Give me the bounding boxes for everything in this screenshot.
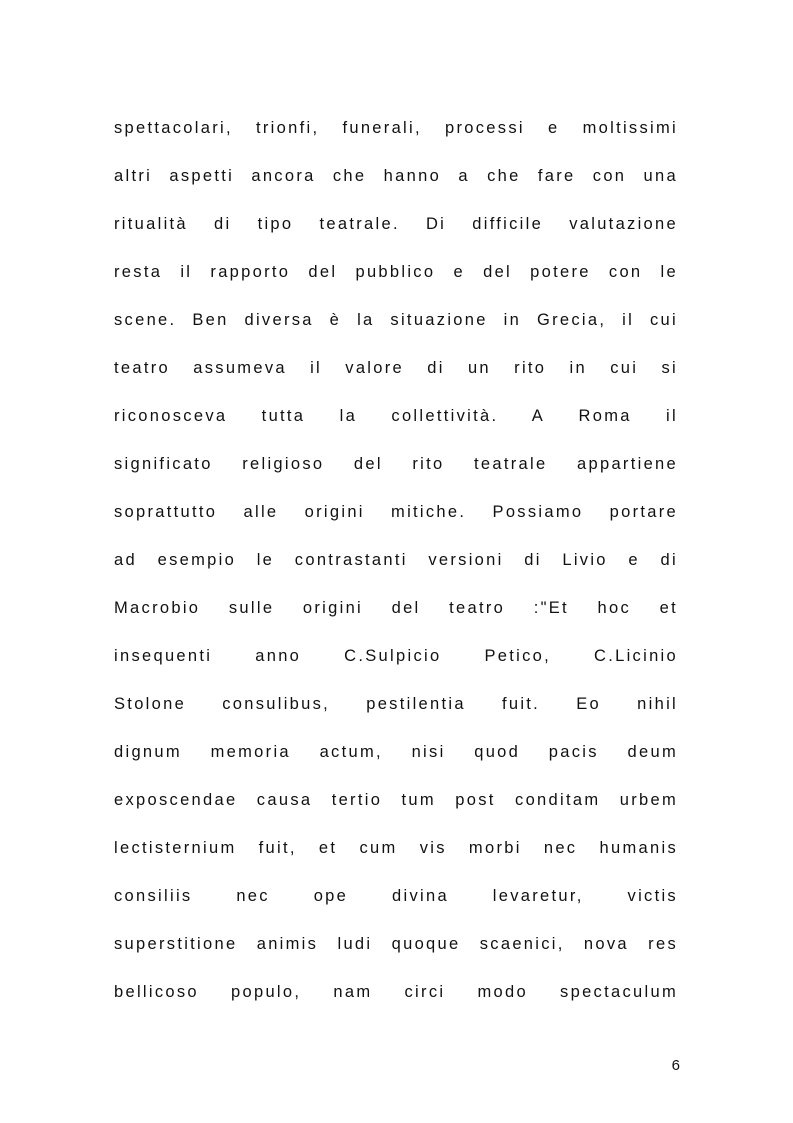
text-line: consiliis nec ope divina levaretur, victis — [114, 887, 678, 905]
text-line: soprattutto alle origini mitiche. Possiamo portare — [114, 503, 678, 521]
text-line: superstitione animis ludi quoque scaenici, nova res — [114, 935, 678, 953]
text-line: altri aspetti ancora che hanno a che fare con una — [114, 167, 678, 185]
text-line: Stolone consulibus, pestilentia fuit. Eo nihil — [114, 695, 678, 713]
text-line: lectisternium fuit, et cum vis morbi nec humanis — [114, 839, 678, 857]
text-line: ritualità di tipo teatrale. Di difficile valutazione — [114, 215, 678, 233]
text-line: spettacolari, trionfi, funerali, processi e moltissimi — [114, 119, 678, 137]
text-line: bellicoso populo, nam circi modo spectaculum — [114, 983, 678, 1001]
text-line: exposcendae causa tertio tum post conditam urbem — [114, 791, 678, 809]
text-line: ad esempio le contrastanti versioni di Livio e di — [114, 551, 678, 569]
text-line: resta il rapporto del pubblico e del potere con le — [114, 263, 678, 281]
text-line: insequenti anno C.Sulpicio Petico, C.Licinio — [114, 647, 678, 665]
text-line: scene. Ben diversa è la situazione in Grecia, il cui — [114, 311, 678, 329]
text-line: dignum memoria actum, nisi quod pacis deum — [114, 743, 678, 761]
body-text — [114, 114, 678, 1026]
text-line: riconosceva tutta la collettività. A Roma il — [114, 407, 678, 425]
text-line: Macrobio sulle origini del teatro :"Et hoc et — [114, 599, 678, 617]
text-line: teatro assumeva il valore di un rito in cui si — [114, 359, 678, 377]
page-number: 6 — [671, 1057, 680, 1074]
text-line: significato religioso del rito teatrale appartiene — [114, 455, 678, 473]
